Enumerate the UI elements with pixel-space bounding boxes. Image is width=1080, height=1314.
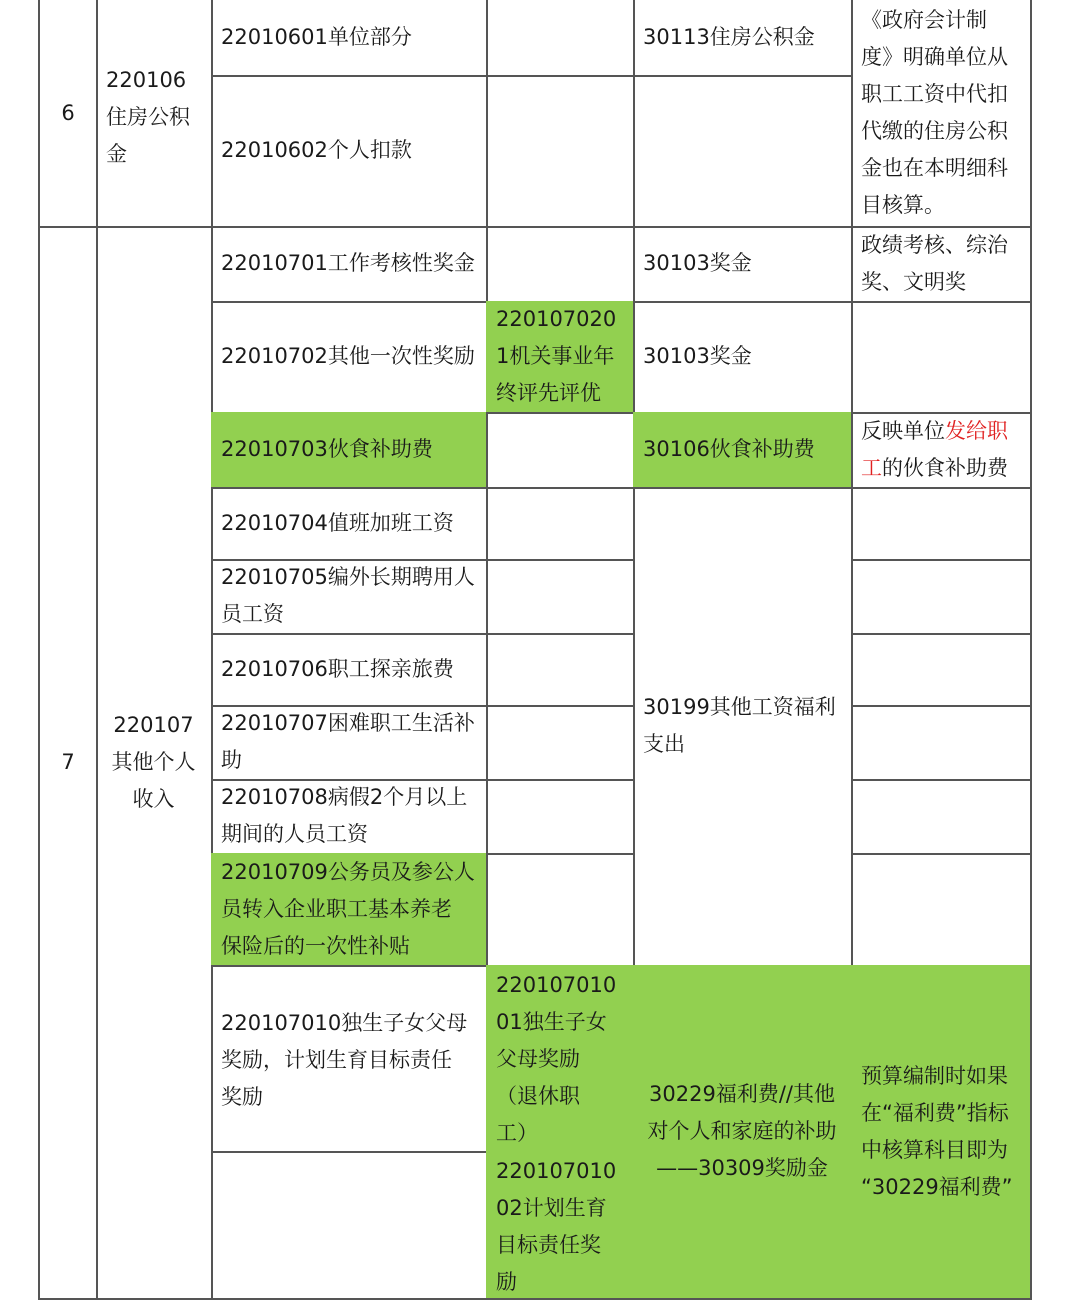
detail-22010602: 22010602个人扣款 <box>211 75 488 228</box>
row-number-7: 7 <box>38 226 98 1300</box>
detail-22010705: 22010705编外长期聘用人 员工资 <box>211 559 488 635</box>
sub-22010701002: 220107010 02计划生育 目标责任奖 励 <box>486 1151 635 1300</box>
econ-30106: 30106伙食补助费 <box>633 412 853 489</box>
row-number-6: 6 <box>38 0 98 228</box>
econ-30103-b: 30103奖金 <box>633 301 853 414</box>
note-22010701: 政绩考核、综治 奖、文明奖 <box>851 226 1032 303</box>
sub-22010701-empty <box>486 226 635 303</box>
sub-22010704-empty <box>486 487 635 561</box>
detail-220107010-cont-empty <box>211 1151 488 1300</box>
note-220106: 《政府会计制 度》明确单位从 职工工资中代扣 代缴的住房公积 金也在本明细科 目核算。 <box>851 0 1032 228</box>
note-220107010: 预算编制时如果 在“福利费”指标 中核算科目即为 “30229福利费” <box>851 965 1032 1300</box>
detail-22010704: 22010704值班加班工资 <box>211 487 488 561</box>
detail-22010706: 22010706职工探亲旅费 <box>211 633 488 707</box>
sub-22010602-empty <box>486 75 635 228</box>
note-22010702-empty <box>851 301 1032 414</box>
note-22010704-empty <box>851 487 1032 561</box>
sub-22010707-empty <box>486 705 635 781</box>
detail-22010709: 22010709公务员及参公人 员转入企业职工基本养老 保险后的一次性补贴 <box>211 853 488 967</box>
detail-22010701: 22010701工作考核性奖金 <box>211 226 488 303</box>
account-220106: 220106 住房公积 金 <box>96 0 213 228</box>
sub-22010601-empty <box>486 0 635 77</box>
detail-22010702: 22010702其他一次性奖励 <box>211 301 488 414</box>
account-220107: 220107 其他个人 收入 <box>96 226 213 1300</box>
detail-220107010: 220107010独生子女父母 奖励，计划生育目标责任 奖励 <box>211 965 488 1153</box>
sub-22010701001: 220107010 01独生子女 父母奖励 （退休职 工） <box>486 965 635 1153</box>
detail-22010707: 22010707困难职工生活补 助 <box>211 705 488 781</box>
note-22010706-empty <box>851 633 1032 707</box>
econ-22010602-empty <box>633 75 853 228</box>
note-22010705-empty <box>851 559 1032 635</box>
sub-22010709-empty <box>486 853 635 967</box>
sub-220107020: 220107020 1机关事业年 终评先评优 <box>486 301 635 414</box>
econ-30229: 30229福利费//其他 对个人和家庭的补助 ——30309奖励金 <box>633 965 853 1300</box>
econ-30113: 30113住房公积金 <box>633 0 853 77</box>
detail-22010601: 22010601单位部分 <box>211 0 488 77</box>
note-22010707-empty <box>851 705 1032 781</box>
note-22010703: 反映单位发给职 工的伙食补助费 <box>851 412 1032 489</box>
sub-22010706-empty <box>486 633 635 707</box>
sub-22010703-empty <box>486 412 635 489</box>
detail-22010703: 22010703伙食补助费 <box>211 412 488 489</box>
detail-22010708: 22010708病假2个月以上 期间的人员工资 <box>211 779 488 855</box>
sub-22010705-empty <box>486 559 635 635</box>
econ-30199: 30199其他工资福利 支出 <box>633 487 853 967</box>
econ-30103-a: 30103奖金 <box>633 226 853 303</box>
note-22010708-empty <box>851 779 1032 855</box>
note-22010709-empty <box>851 853 1032 967</box>
sub-22010708-empty <box>486 779 635 855</box>
